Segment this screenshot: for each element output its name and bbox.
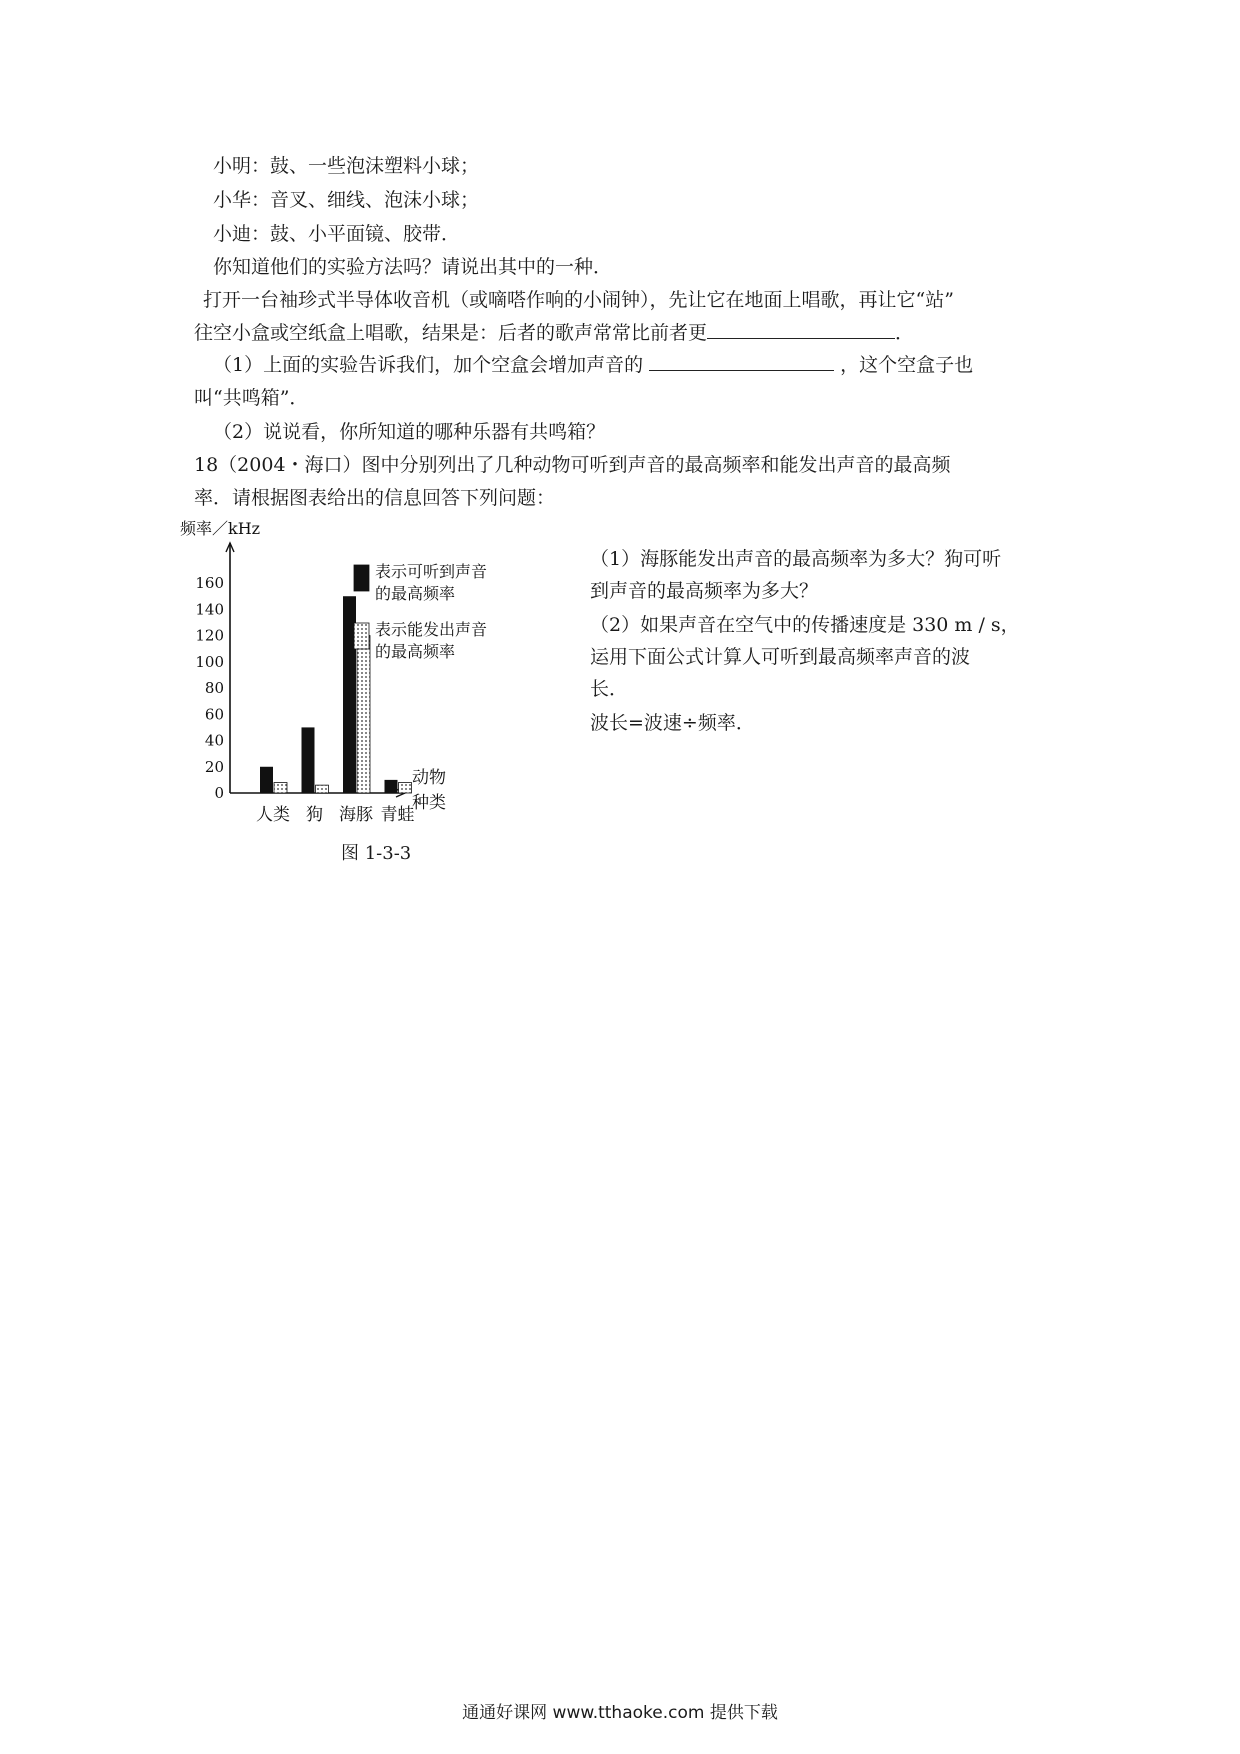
bar-emit: [357, 636, 370, 793]
y-tick-label: 40: [204, 731, 224, 750]
y-tick-label: 60: [204, 705, 224, 724]
text-xiaohua: 小华：音叉、细线、泡沫小球；: [213, 189, 480, 211]
text-formula: 波长=波速÷频率．: [590, 712, 755, 734]
text-right-q2c: 长．: [590, 678, 629, 700]
y-tick-label: 0: [214, 784, 224, 802]
legend-label-line-1: 表示可听到声音: [375, 562, 488, 581]
chart-svg: [180, 515, 580, 865]
text-question-methods: 你知道他们的实验方法吗？请说出其中的一种．: [213, 256, 613, 278]
text-xiaoming: 小明：鼓、一些泡沫塑料小球；: [213, 155, 480, 177]
text-radio-para-2a: 往空小盒或空纸盒上唱歌，结果是：后者的歌声常常比前者更: [194, 322, 708, 344]
bar-emit: [274, 783, 287, 793]
text-q18-line-1: 18（2004・海口）图中分别列出了几种动物可听到声音的最高频率和能发出声音的最高频: [194, 454, 951, 476]
y-tick-label: 120: [195, 626, 224, 645]
legend-label-line-1: 表示能发出声音: [375, 620, 488, 639]
text-q18-line-2: 率．请根据图表给出的信息回答下列问题：: [194, 487, 556, 509]
text-right-q2b: 运用下面公式计算人可听到最高频率声音的波: [590, 646, 971, 668]
legend-label-line-2: 的最高频率: [375, 584, 456, 603]
x-tick-label: 狗: [306, 805, 323, 825]
text-xiaodi: 小迪：鼓、小平面镜、胶带．: [213, 223, 461, 245]
legend-swatch: [354, 565, 369, 591]
text-right-q2a: （2）如果声音在空气中的传播速度是 330 m / s，: [590, 614, 1020, 636]
bar-hear: [260, 767, 273, 793]
text-radio-para-2: [194, 318, 914, 347]
x-tick-label: 海豚: [339, 805, 373, 825]
bar-hear: [302, 727, 315, 793]
text-q1c: 叫“共鸣箱”．: [194, 387, 309, 409]
bar-emit: [316, 785, 329, 793]
y-tick-label: 20: [204, 757, 224, 776]
text-radio-para-2b: ．: [895, 322, 915, 344]
x-tick-label: 人类: [256, 805, 290, 825]
text-q2: （2）说说看，你所知道的哪种乐器有共鸣箱？: [213, 421, 606, 443]
text-right-q1b: 到声音的最高频率为多大？: [590, 580, 819, 602]
y-tick-label: 80: [204, 679, 224, 698]
text-q1a: （1）上面的实验告诉我们，加个空盒会增加声音的: [213, 354, 644, 376]
frequency-bar-chart: [180, 515, 580, 865]
x-axis-label-line-2: 种类: [412, 793, 446, 813]
page-footer: 通通好课网 www.tthaoke.com 提供下载: [462, 1703, 778, 1723]
text-right-q1a: （1）海豚能发出声音的最高频率为多大？狗可听: [590, 548, 1002, 570]
text-radio-para-1: 打开一台袖珍式半导体收音机（或嘀嗒作响的小闹钟），先让它在地面上唱歌，再让它“站”: [203, 289, 954, 311]
x-axis-label-line-1: 动物: [412, 768, 446, 788]
figure-caption: 图 1-3-3: [341, 843, 412, 864]
bar-emit: [399, 783, 412, 793]
legend-label-line-2: 的最高频率: [375, 642, 456, 661]
y-tick-label: 140: [195, 600, 224, 619]
x-tick-label: 青蛙: [380, 805, 415, 825]
legend-swatch: [354, 623, 369, 649]
answer-blank-2: [649, 350, 834, 371]
text-q1b: ，这个空盒子也: [840, 354, 974, 376]
answer-blank-1: [707, 318, 895, 339]
y-tick-label: 160: [195, 574, 224, 593]
y-axis-label: 频率／kHz: [180, 519, 261, 538]
y-tick-label: 100: [195, 652, 224, 671]
bar-hear: [385, 780, 398, 793]
text-q1: [213, 350, 973, 379]
